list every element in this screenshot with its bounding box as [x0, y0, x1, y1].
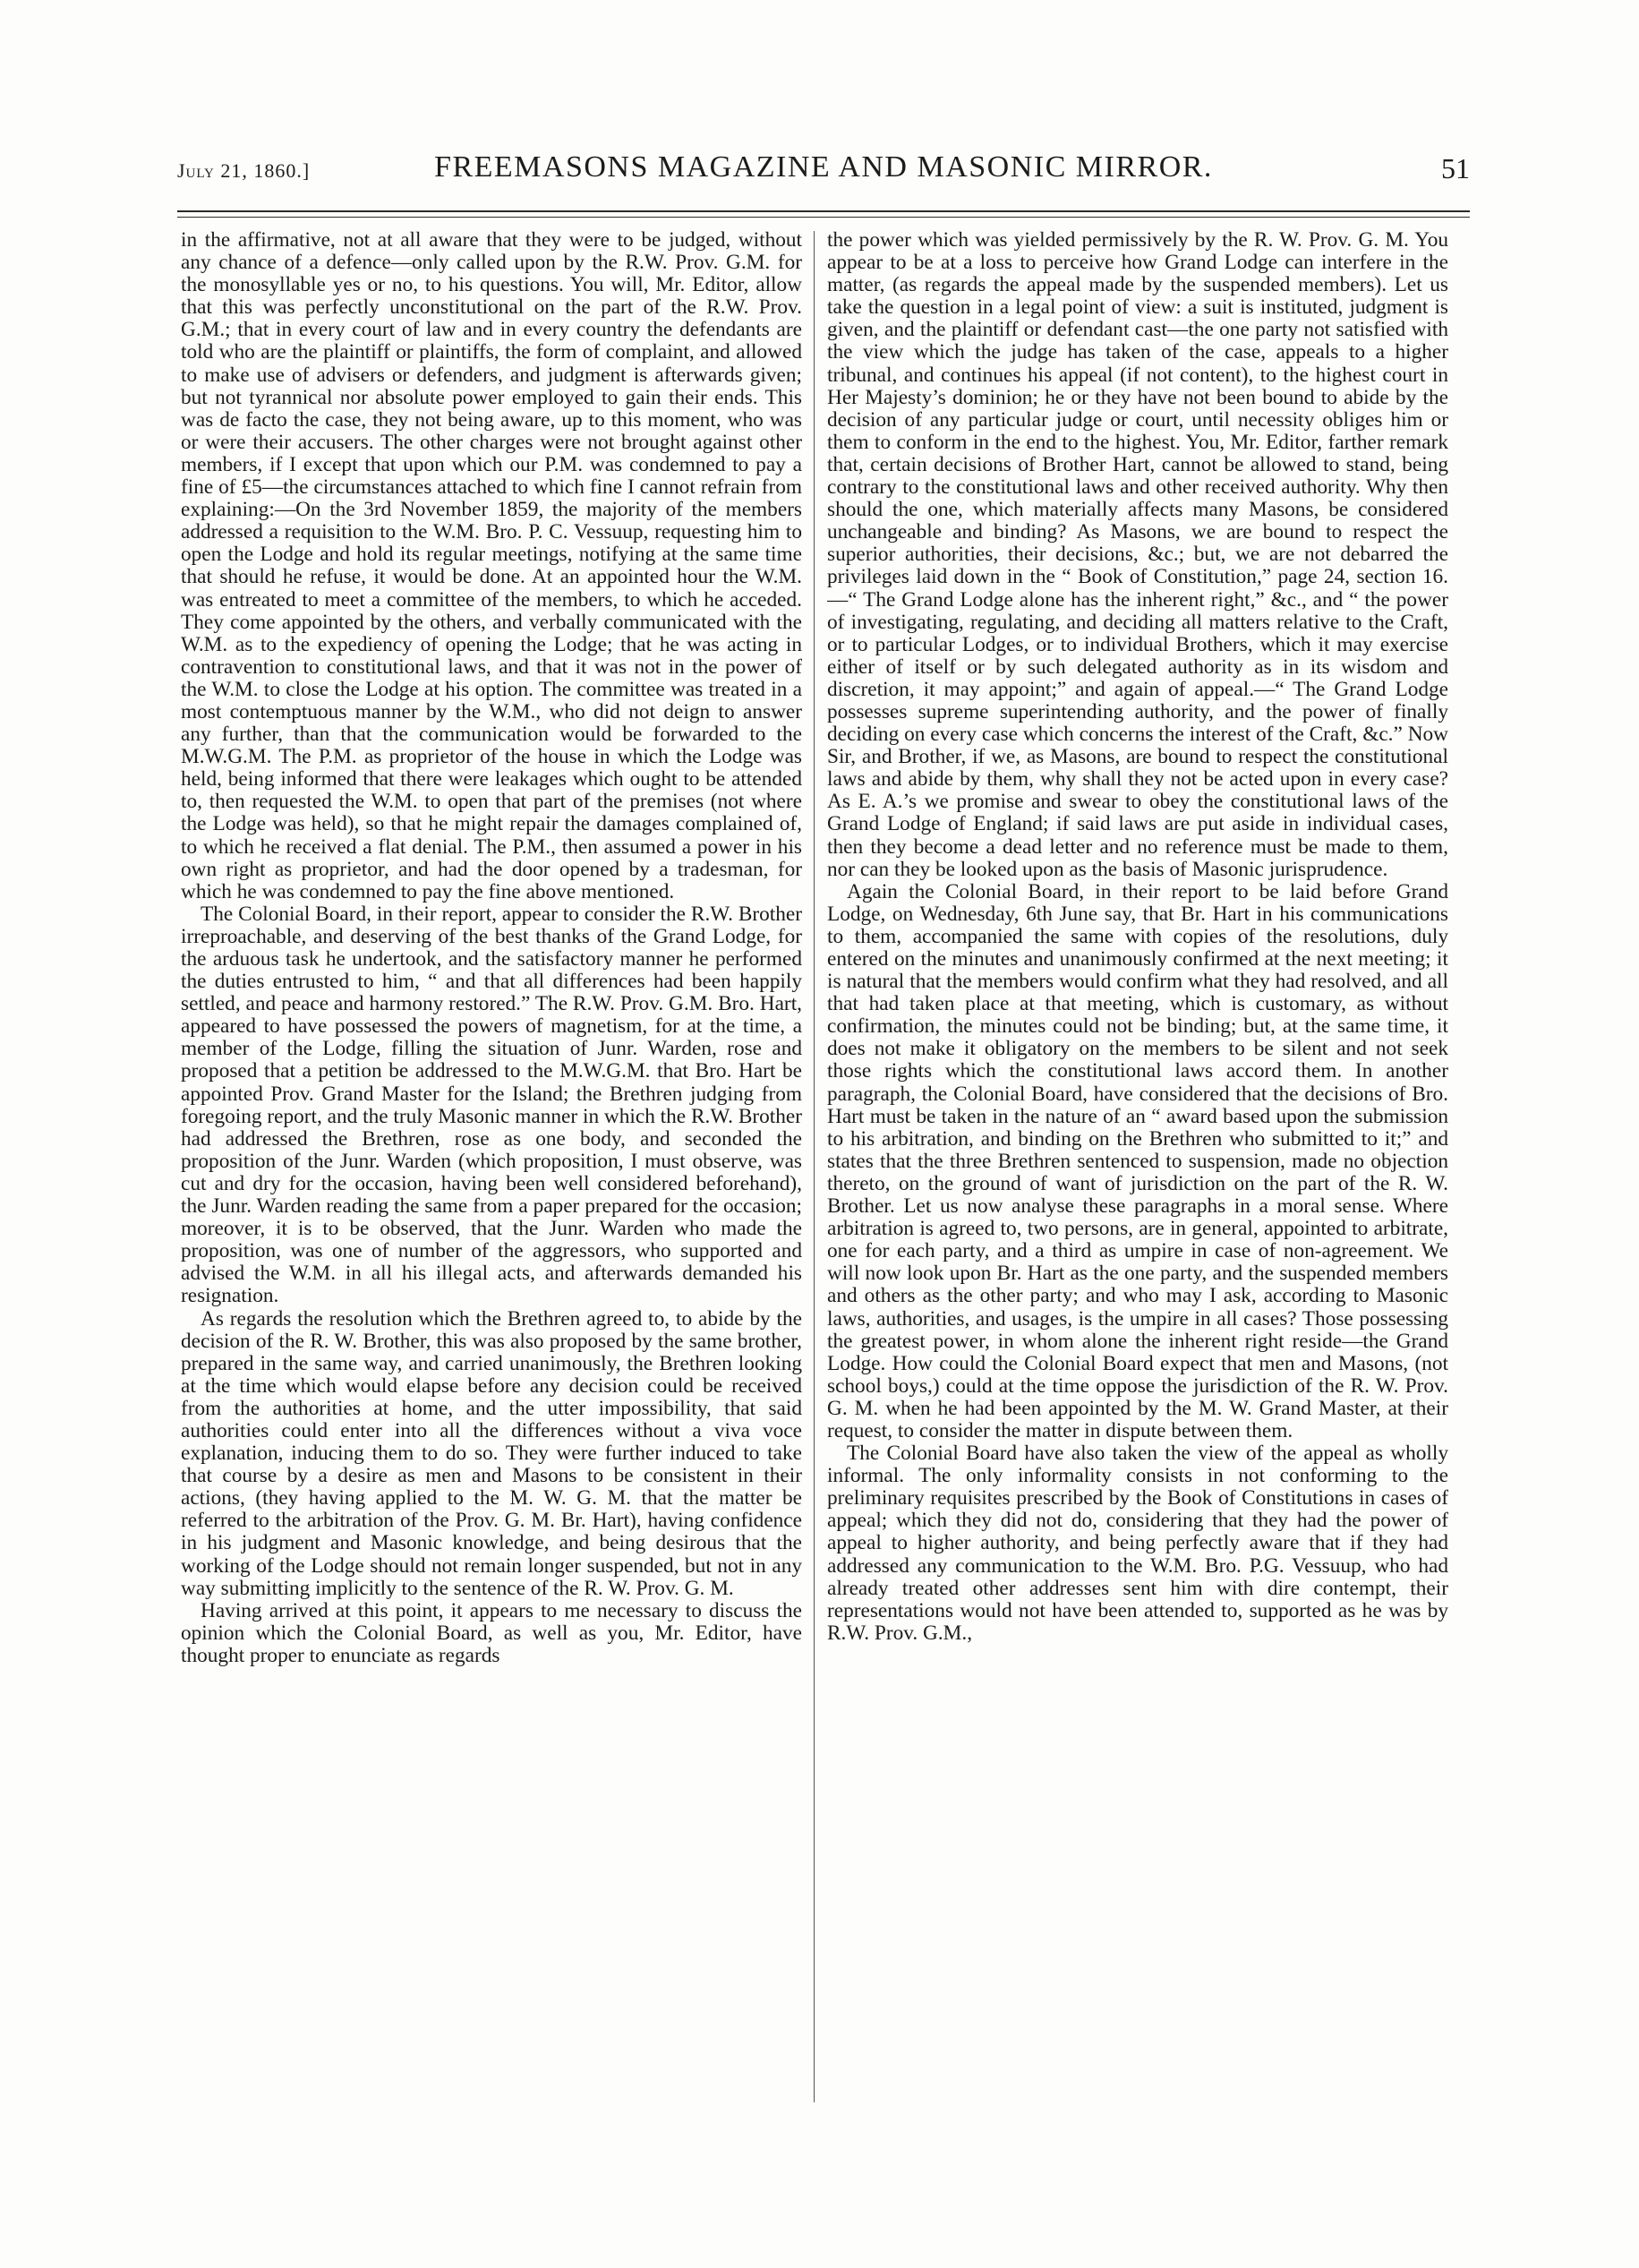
- running-header: [177, 150, 1470, 192]
- left-column: [181, 229, 802, 2105]
- header-rule-thin: [177, 217, 1470, 218]
- paragraph: in the affirmative, not at all aware that they were to be judged, without any chance of a defence—only called upon by the R.W. Prov. G.M. for the monosyllable yes or no, to his questions. You will, Mr. Editor, allow that this was perfectly unconstitutional on the part of the R.W. Prov. G.M.; that in every court of law and in every country the defendants are told who are the plaintiff or plaintiffs, the form of complaint, and allowed to make use of advisers or defenders, and judgment is afterwards given; but not tyrannical nor absolute power employed to gain their ends. This was de facto the case, they not being aware, up to this moment, who was or were their accusers. The other charges were not brought against other members, if I except that upon which our P.M. was condemned to pay a fine of £5—the circumstances attached to which fine I cannot refrain from explaining:—On the 3rd November 1859, the majority of the members addressed a requisition to the W.M. Bro. P. C. Vessuup, requesting him to open the Lodge and hold its regular meetings, notifying at the same time that should he refuse, it would be done. At an appointed hour the W.M. was entreated to meet a committee of the members, to which he acceded. They come appointed by the others, and verbally communicated with the W.M. as to the expediency of opening the Lodge; that he was acting in contravention to constitutional laws, and that it was not in the power of the W.M. to close the Lodge at his option. The committee was treated in a most contemptuous manner by the W.M., who did not deign to answer any further, than that the communication would be forwarded to the M.W.G.M. The P.M. as proprietor of the house in which the Lodge was held, being informed that there were leakages which ought to be attended to, then requested the W.M. to open that part of the premises (not where the Lodge was held), so that he might repair the damages complained of, to which he received a flat denial. The P.M., then assumed a power in his own right as proprietor, and had the door opened by a tradesman, for which he was condemned to pay the fine above mentioned.: [181, 229, 802, 903]
- publication-title: FREEMASONS MAGAZINE AND MASONIC MIRROR.: [434, 150, 1213, 184]
- column-divider: [814, 231, 815, 2102]
- header-rule-thick: [177, 210, 1470, 212]
- page-number: 51: [1441, 152, 1470, 184]
- paragraph: The Colonial Board have also taken the view of the appeal as wholly informal. The only informality consists in not conforming to the preliminary requisites prescribed by the Book of Constitutions in cases of appeal; which they did not do, considering that they had the power of appeal to higher authority, and being perfectly aware that if they had addressed any communication to the W.M. Bro. P.G. Vessuup, who had already treated other addresses sent him with dire contempt, their representations would not have been attended to, supported as he was by R.W. Prov. G.M.,: [827, 1442, 1448, 1645]
- paragraph: the power which was yielded permissively by the R. W. Prov. G. M. You appear to be at a loss to perceive how Grand Lodge can interfere in the matter, (as regards the appeal made by the suspended members). Let us take the question in a legal point of view: a suit is instituted, judgment is given, and the plaintiff or defendant cast—the one party not satisfied with the view which the judge has taken of the case, appeals to a higher tribunal, and continues his appeal (if not content), to the highest court in Her Majesty’s dominion; he or they have not been bound to abide by the decision of any particular judge or court, until necessity obliges him or them to conform in the end to the highest. You, Mr. Editor, farther remark that, certain decisions of Brother Hart, cannot be allowed to stand, being contrary to the constitutional laws and other received authority. Why then should the one, which materially affects many Masons, be considered unchangeable and binding? As Masons, we are bound to respect the superior authorities, their decisions, &c.; but, we are not debarred the privileges laid down in the “ Book of Constitution,” page 24, section 16.—“ The Grand Lodge alone has the inherent right,” &c., and “ the power of investigating, regulating, and deciding all matters relative to the Craft, or to particular Lodges, or to individual Brothers, which it may exercise either of itself or by such delegated authority as in its wisdom and discretion, it may appoint;” and again of appeal.—“ The Grand Lodge possesses supreme superintending authority, and the power of finally deciding on every case which concerns the interest of the Craft, &c.” Now Sir, and Brother, if we, as Masons, are bound to respect the constitutional laws and abide by them, why shall they not be acted upon in every case? As E. A.’s we promise and swear to obey the constitutional laws of the Grand Lodge of England; if said laws are put aside in individual cases, then they become a dead letter and no reference must be made to them, nor can they be looked upon as the basis of Masonic jurisprudence.: [827, 229, 1448, 881]
- paragraph: Again the Colonial Board, in their report to be laid before Grand Lodge, on Wednesday, 6th June say, that Br. Hart in his communications to them, accompanied the same with copies of the resolutions, duly entered on the minutes and unanimously confirmed at the next meeting; it is natural that the members would confirm what they had resolved, and all that had taken place at that meeting, which is customary, as without confirmation, the minutes could not be binding; but, at the same time, it does not make it obligatory on the members to be silent and not seek those rights which the constitutional laws accord them. In another paragraph, the Colonial Board, have considered that the decisions of Bro. Hart must be taken in the nature of an “ award based upon the submission to his arbitration, and binding on the Brethren who submitted to it;” and states that the three Brethren sentenced to suspension, made no objection thereto, on the ground of want of jurisdiction on the part of the R. W. Brother. Let us now analyse these paragraphs in a moral sense. Where arbitration is agreed to, two persons, are in general, appointed to arbitrate, one for each party, and a third as umpire in case of non-agreement. We will now look upon Br. Hart as the one party, and the suspended members and others as the other party; and who may I ask, according to Masonic laws, authorities, and usages, is the umpire in all cases? Those possessing the greatest power, in whom alone the inherent right reside—the Grand Lodge. How could the Colonial Board expect that men and Masons, (not school boys,) could at the time oppose the jurisdiction of the R. W. Prov. G. M. when he had been appointed by the M. W. Grand Master, at their request, to consider the matter in dispute between them.: [827, 879, 1448, 1442]
- issue-date: July 21, 1860.]: [177, 159, 311, 182]
- right-column: [827, 229, 1448, 2105]
- paragraph: As regards the resolution which the Brethren agreed to, to abide by the decision of the R. W. Brother, this was also proposed by the same brother, prepared in the same way, and carried unanimously, the Brethren looking at the time which would elapse before any decision could be received from the authorities at home, and the utter impossibility, that said authorities could enter into all the differences without a viva voce explanation, inducing them to do so. They were further induced to take that course by a desire as men and Masons to be consistent in their actions, (they having applied to the M. W. G. M. that the matter be referred to the arbitration of the Prov. G. M. Br. Hart), having confidence in his judgment and Masonic knowledge, and being desirous that the working of the Lodge should not remain longer suspended, but not in any way submitting implicitly to the sentence of the R. W. Prov. G. M.: [181, 1306, 802, 1600]
- paragraph: Having arrived at this point, it appears to me necessary to discuss the opinion which the Colonial Board, as well as you, Mr. Editor, have thought proper to enunciate as regards: [181, 1598, 802, 1667]
- paragraph: The Colonial Board, in their report, appear to consider the R.W. Brother irreproachable, and deserving of the best thanks of the Grand Lodge, for the arduous task he undertook, and the satisfactory manner he performed the duties entrusted to him, “ and that all differences had been happily settled, and peace and harmony restored.” The R.W. Prov. G.M. Bro. Hart, appeared to have possessed the powers of magnetism, for at the time, a member of the Lodge, filling the situation of Junr. Warden, rose and proposed that a petition be addressed to the M.W.G.M. that Bro. Hart be appointed Prov. Grand Master for the Island; the Brethren judging from foregoing report, and the truly Masonic manner in which the R.W. Brother had addressed the Brethren, rose as one body, and seconded the proposition of the Junr. Warden (which proposition, I must observe, was cut and dry for the occasion, having been well considered beforehand), the Junr. Warden reading the same from a paper prepared for the occasion; moreover, it is to be observed, that the Junr. Warden who made the proposition, was one of number of the aggressors, who supported and advised the W.M. in all his illegal acts, and afterwards demanded his resignation.: [181, 902, 802, 1308]
